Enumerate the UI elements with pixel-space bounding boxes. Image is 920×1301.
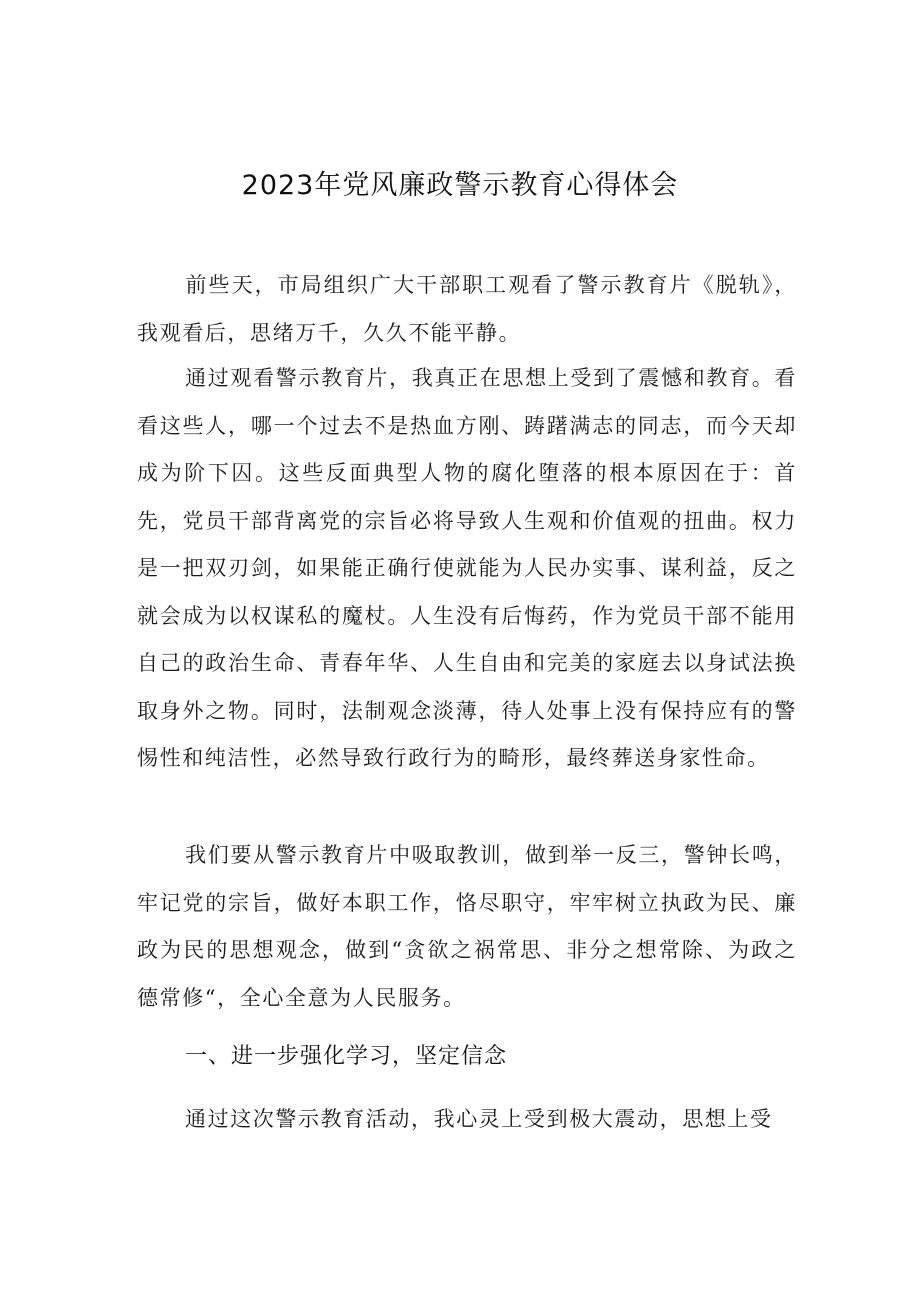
paragraph-text: 通过观看警示教育片，我真正在思想上受到了震憾和教育。看看这些人，哪一个过去不是热血方刚、踌躇满志的同志，而今天却成为阶下囚。这些反面典型人物的腐化堕落的根本原因在于：首先，党员干部背离党的宗旨必将导致人生观和价值观的扭曲。权力是一把双刃剑，如果能正确行使就能为人民办实事、谋利益，反之就会成为以权谋私的魔杖。人生没有后悔药，作为党员干部不能用自己的政治生命、青春年华、人生自由和完美的家庭去以身试法换取身外之物。同时，法制观念淡薄，待人处事上没有保持应有的警惕性和纯洁性，必然导致行政行为的畸形，最终葬送身家性命。 xyxy=(137,366,797,770)
paragraph-section-start xyxy=(137,1096,797,1144)
paragraph-text: 通过这次警示教育活动，我心灵上受到极大震动，思想上受 xyxy=(185,1107,773,1131)
section-heading: 一、进一步强化学习，坚定信念 xyxy=(185,1044,508,1069)
paragraph-intro xyxy=(137,262,797,357)
document-title: 2023年党风廉政警示教育心得体会 xyxy=(241,170,679,201)
paragraph-lesson xyxy=(137,832,797,1022)
paragraph-text: 前些天，市局组织广大干部职工观看了警示教育片《脱轨》，我观看后，思绪万千，久久不能平静。 xyxy=(137,273,797,345)
paragraph-reflection xyxy=(137,355,797,783)
paragraph-text: 我们要从警示教育片中吸取教训，做到举一反三，警钟长鸣，牢记党的宗旨，做好本职工作，恪尽职守，牢牢树立执政为民、廉政为民的思想观念，做到“贪欲之祸常思、非分之想常除、为政之德常修“，全心全意为人民服务。 xyxy=(137,843,797,1010)
